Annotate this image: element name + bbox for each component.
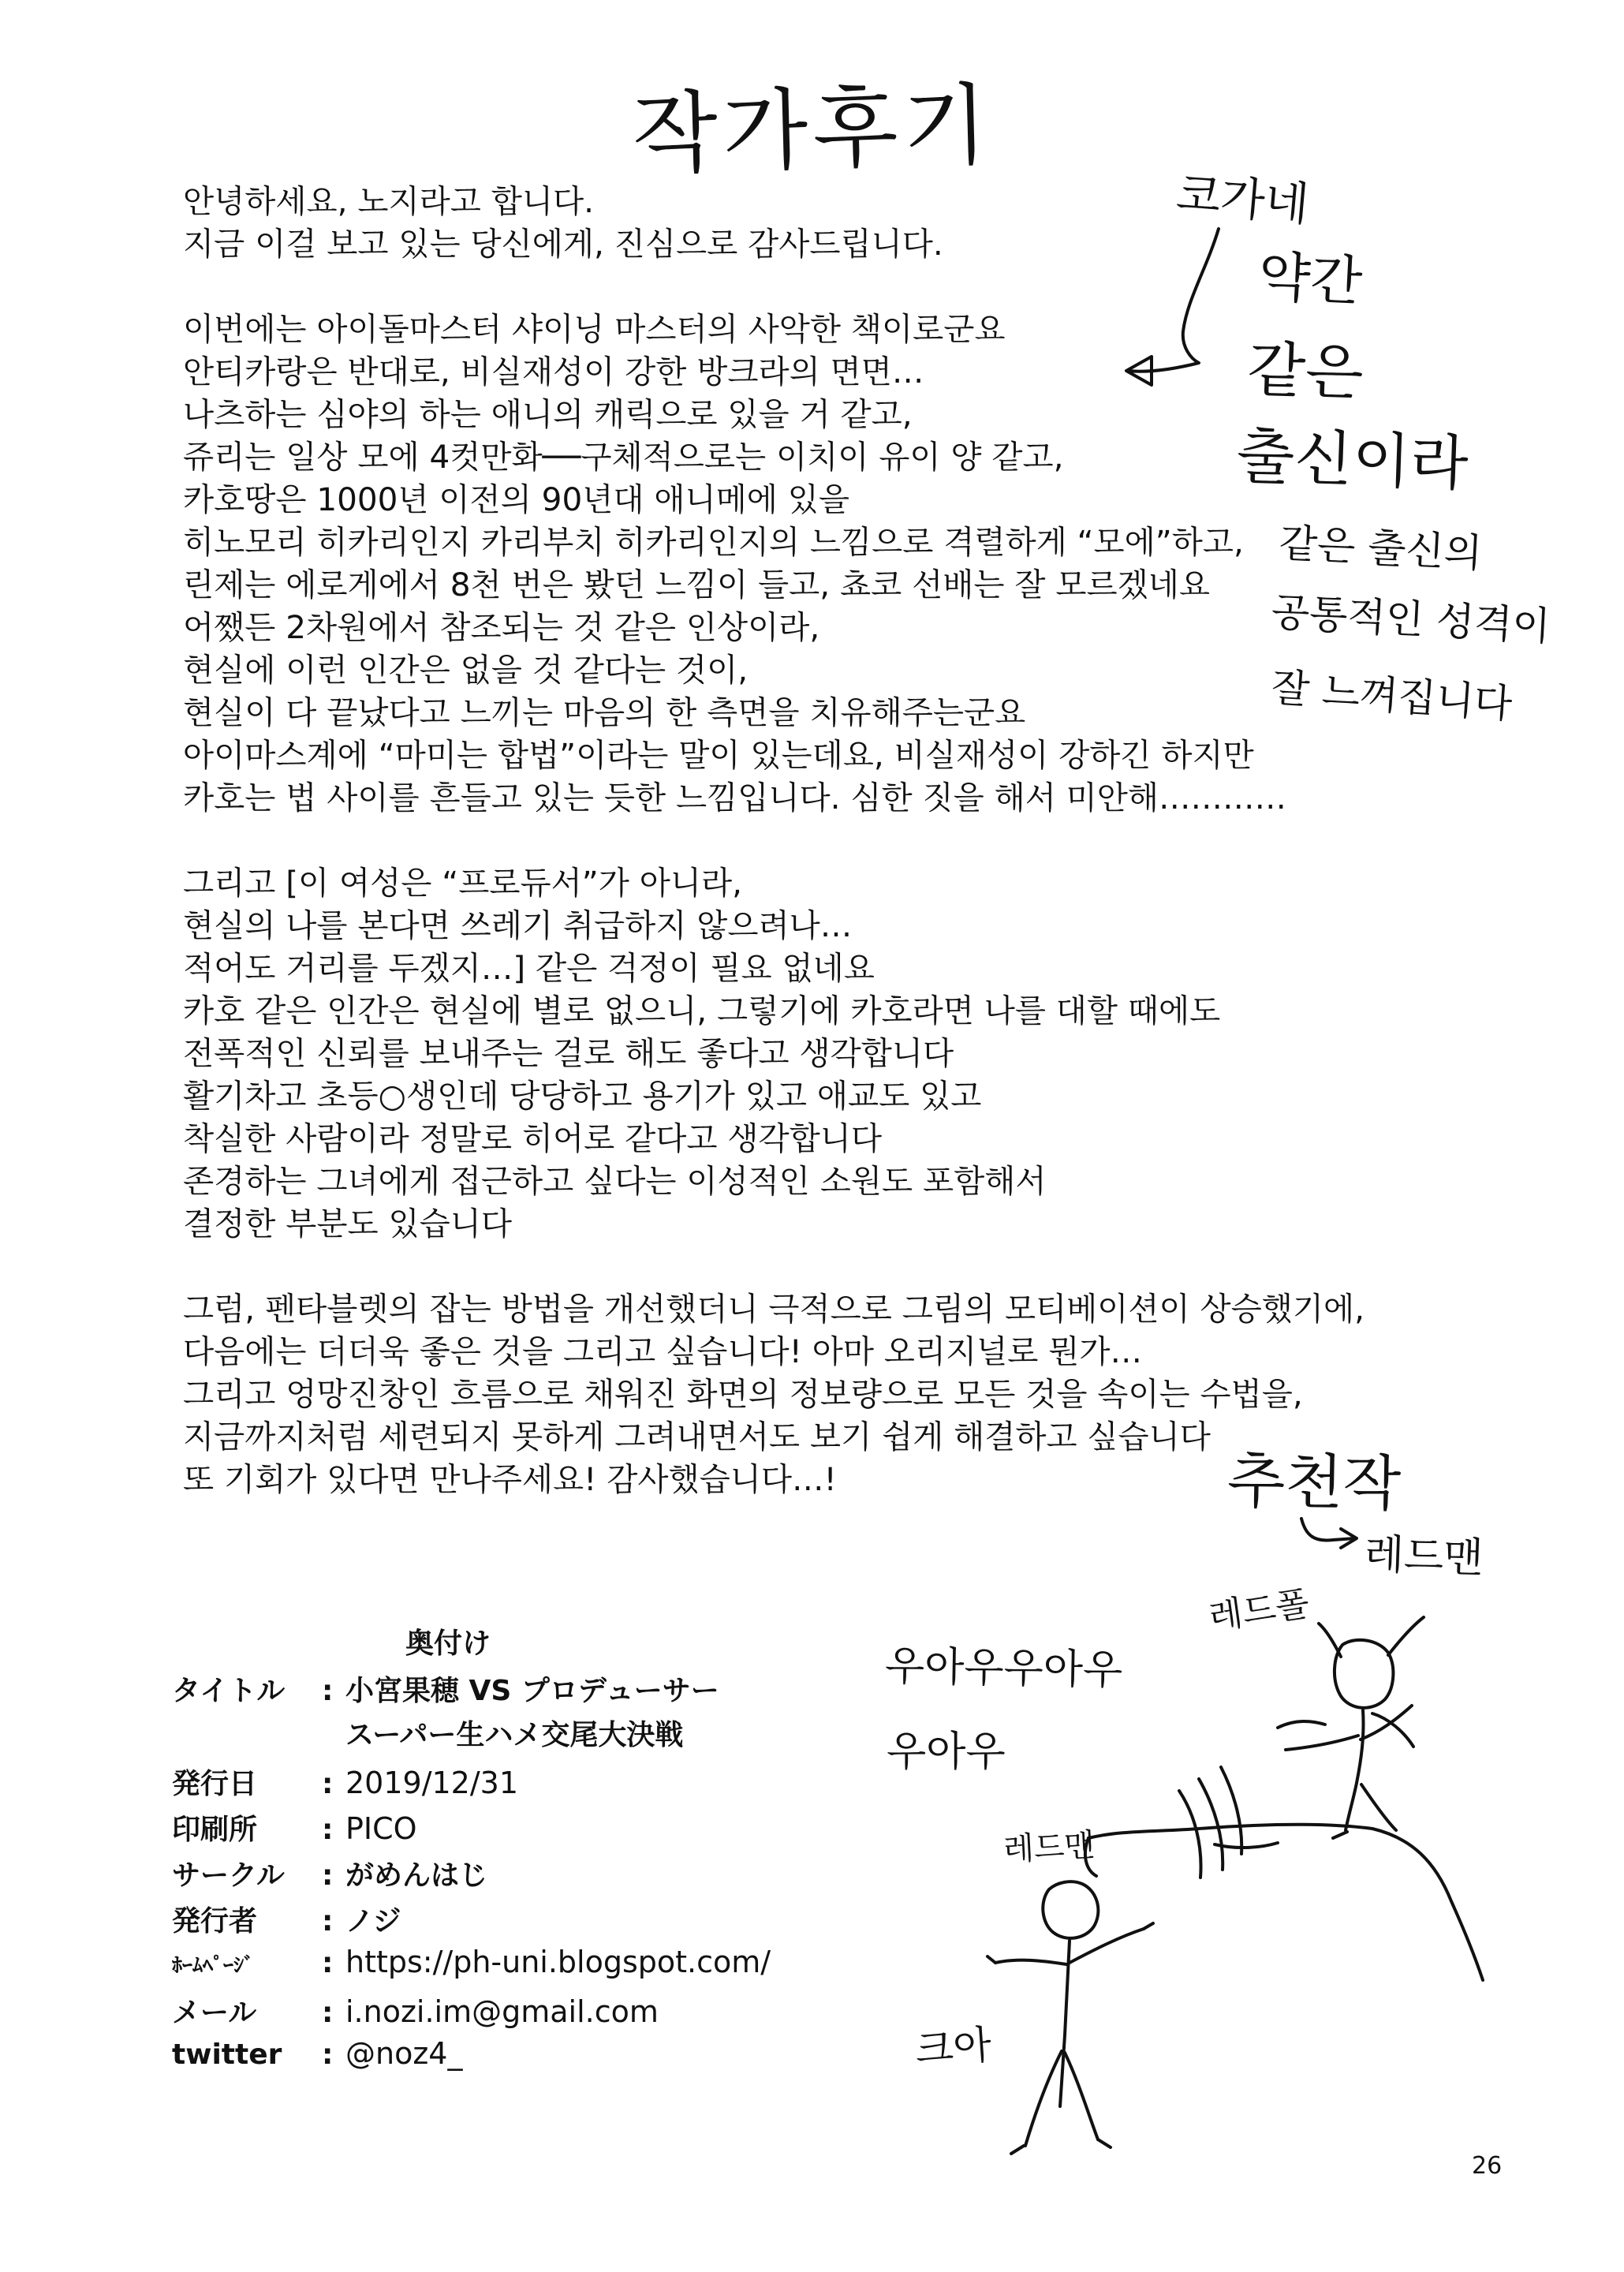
text-line: 그리고 엉망진창인 흐름으로 채워진 화면의 정보량으로 모든 것을 속이는 수법을,	[183, 1375, 1303, 1413]
text-line: 다음에는 더더욱 좋은 것을 그리고 싶습니다! 아마 오리지널로 뭔가…	[183, 1332, 1143, 1370]
colophon-row-twitter: twitter : @noz4_	[172, 2036, 463, 2071]
doodle-label-redman: 레드맨	[1002, 1826, 1096, 1868]
text-line: 히노모리 히카리인지 카리부치 히카리인지의 느낌으로 격렬하게 “모에”하고,	[183, 523, 1244, 561]
colophon-label: メール	[172, 1997, 257, 2029]
figure-top	[1335, 1640, 1393, 1708]
colophon-value: スーパー生ハメ交尾大決戦	[345, 1719, 684, 1751]
figure-bottom	[1043, 1882, 1098, 1938]
recommendation-title: 추천작	[1226, 1445, 1402, 1519]
text-line: 현실에 이런 인간은 없을 것 같다는 것이,	[183, 651, 749, 689]
colophon-value: がめんはじ	[345, 1859, 488, 1892]
twitter-link[interactable]: @noz4_	[345, 2036, 463, 2071]
colophon-row-mail: メール : i.nozi.im@gmail.com	[172, 1990, 659, 2031]
colophon-label: タイトル	[172, 1675, 286, 1707]
colophon-value: 小宮果穂 VS プロデューサー	[345, 1675, 719, 1707]
text-line: 쥬리는 일상 모에 4컷만화──구체적으로는 이치이 유이 양 같고,	[183, 438, 1064, 476]
colophon-row-printer: 印刷所 : PICO	[172, 1807, 417, 1848]
colophon-label: ﾎｰﾑﾍﾟｰｼﾞ	[172, 1954, 255, 1978]
text-line: 활기차고 초등○생인데 당당하고 용기가 있고 애교도 있고	[183, 1077, 982, 1115]
page-title: 작가후기	[631, 74, 995, 186]
colophon-label: 発行日	[172, 1768, 258, 1800]
text-line: 적어도 거리를 두겠지…] 같은 걱정이 필요 없네요	[183, 949, 875, 987]
colophon-row-subtitle	[172, 1713, 683, 1753]
text-line: 이번에는 아이돌마스터 샤이닝 마스터의 사악한 책이로군요	[183, 310, 1006, 348]
page-number: 26	[1472, 2152, 1503, 2180]
text-line: 현실이 다 끝났다고 느끼는 마음의 한 측면을 치유해주는군요	[183, 693, 1026, 731]
small-arrow-icon	[1301, 1519, 1355, 1541]
text-line: 어쨌든 2차원에서 참조되는 것 같은 인상이라,	[183, 608, 820, 646]
text-line: 나츠하는 심야의 하는 애니의 캐릭으로 있을 거 같고,	[183, 395, 913, 433]
arrow-icon	[1128, 229, 1219, 372]
text-line: 지금 이걸 보고 있는 당신에게, 진심으로 감사드립니다.	[183, 225, 943, 263]
doodle-label-woah: 우아우	[887, 1728, 1006, 1776]
recommendation-item: 레드맨	[1363, 1530, 1484, 1583]
handwritten-note: 공통적인 성격이	[1270, 589, 1552, 650]
colophon-heading: 奥付け	[405, 1627, 491, 1660]
text-line: 결정한 부분도 있습니다	[183, 1205, 512, 1242]
handwritten-note: 코가네	[1174, 166, 1312, 232]
email-link[interactable]: i.nozi.im@gmail.com	[345, 1994, 659, 2029]
colophon-label: 発行者	[172, 1905, 258, 1938]
text-line: 현실의 나를 본다면 쓰레기 취급하지 않으려나…	[183, 906, 853, 944]
colophon-row-publisher: 発行者 : ノジ	[172, 1899, 401, 1939]
doodle-label-woah: 우아우우아우	[884, 1642, 1123, 1695]
colophon-label: サークル	[172, 1859, 285, 1892]
text-line: 지금까지처럼 세련되지 못하게 그려내면서도 보기 쉽게 해결하고 싶습니다	[183, 1418, 1211, 1456]
handwritten-note: 잘 느껴집니다	[1270, 664, 1514, 727]
colophon-label: 印刷所	[172, 1814, 258, 1846]
doodle-label-redpole: 레드폴	[1206, 1583, 1312, 1638]
colophon-row-homepage: ﾎｰﾑﾍﾟｰｼﾞ : https://ph-uni.blogspot.com/	[172, 1945, 771, 1979]
text-line: 아이마스계에 “마미는 합법”이라는 말이 있는데요, 비실재성이 강하긴 하지만	[183, 736, 1254, 774]
text-line: 전폭적인 신뢰를 보내주는 걸로 해도 좋다고 생각합니다	[183, 1034, 954, 1072]
text-line: 안녕하세요, 노지라고 합니다.	[183, 182, 594, 220]
ledge-drawing	[1088, 1825, 1483, 1980]
text-line: 착실한 사람이라 정말로 히어로 같다고 생각합니다	[183, 1119, 882, 1157]
homepage-link[interactable]: https://ph-uni.blogspot.com/	[345, 1945, 771, 1979]
colophon-value: 2019/12/31	[345, 1766, 519, 1800]
text-line: 또 기회가 있다면 만나주세요! 감사했습니다…!	[183, 1460, 837, 1498]
colophon-value: ノジ	[345, 1905, 401, 1938]
handwritten-note: 같은	[1246, 334, 1365, 409]
text-line: 린제는 에로게에서 8천 번은 봤던 느낌이 들고, 쵸코 선배는 잘 모르겠네요	[183, 566, 1210, 604]
handwritten-note: 약간	[1256, 245, 1365, 314]
colophon-row-date: 発行日 : 2019/12/31	[172, 1762, 518, 1802]
colophon-value: PICO	[345, 1811, 417, 1846]
doodle-label-groan: 크아	[913, 2021, 993, 2073]
text-line: 그리고 [이 여성은 “프로듀서”가 아니라,	[183, 864, 742, 902]
colophon-label: twitter	[172, 2038, 282, 2071]
handwritten-note: 같은 출신의	[1278, 520, 1484, 577]
text-line: 카호는 법 사이를 흔들고 있는 듯한 느낌입니다. 심한 짓을 해서 미안해…………	[183, 779, 1287, 816]
text-line: 안티카랑은 반대로, 비실재성이 강한 방크라의 면면…	[183, 353, 924, 390]
handwritten-note: 출신이라	[1235, 420, 1469, 499]
text-line: 카호땅은 1000년 이전의 90년대 애니메에 있을	[183, 480, 849, 518]
text-line: 그럼, 펜타블렛의 잡는 방법을 개선했더니 극적으로 그림의 모티베이션이 상승했기에,	[183, 1290, 1365, 1328]
colophon-row-circle: サークル : がめんはじ	[172, 1853, 487, 1893]
text-line: 카호 같은 인간은 현실에 별로 없으니, 그렇기에 카호라면 나를 대할 때에도	[183, 992, 1221, 1030]
colophon-row-title: タイトル : 小宮果穂 VS プロデューサー	[172, 1668, 719, 1709]
text-line: 존경하는 그녀에게 접근하고 싶다는 이성적인 소원도 포함해서	[183, 1162, 1047, 1200]
